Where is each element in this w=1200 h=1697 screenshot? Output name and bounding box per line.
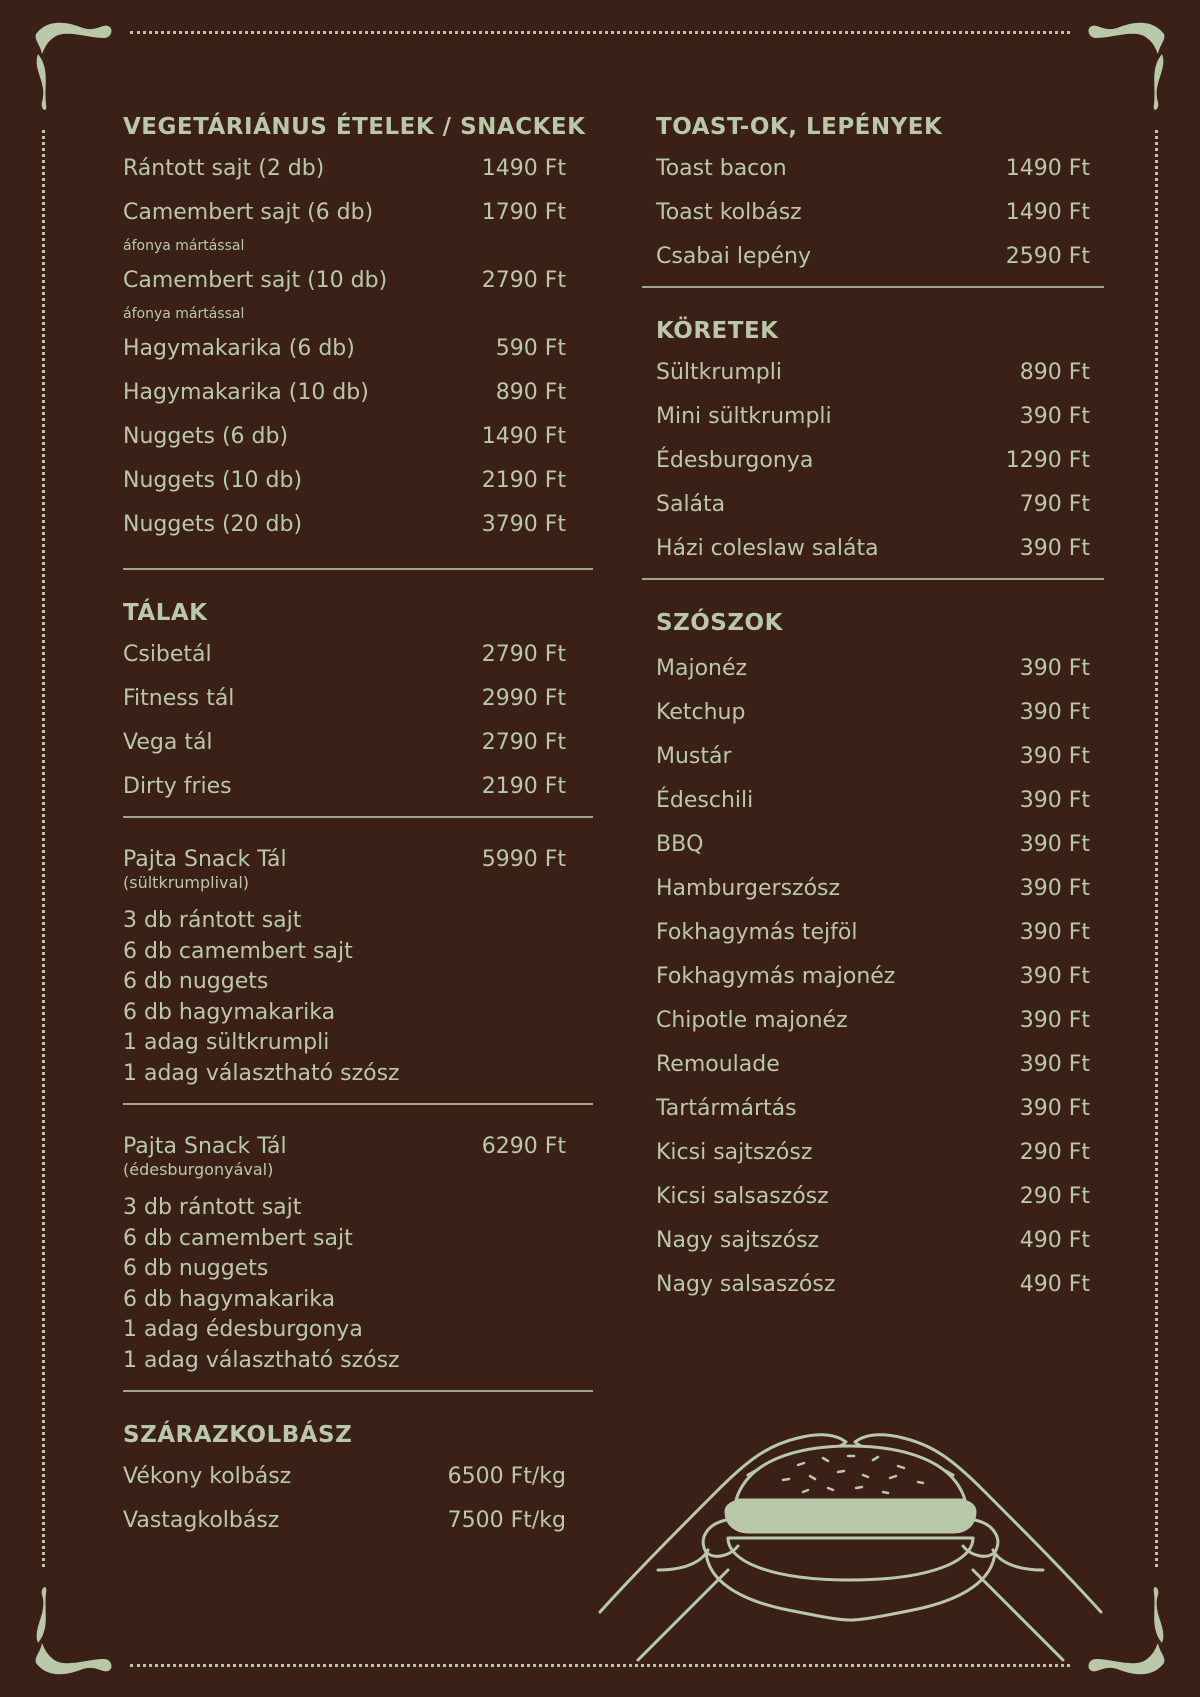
menu-item	[123, 422, 590, 466]
menu-item	[123, 378, 590, 422]
frame-dotted-left	[42, 130, 45, 1567]
menu-item	[656, 534, 1096, 564]
item-price: 390 Ft	[1019, 788, 1090, 813]
item-price: 390 Ft	[1019, 832, 1090, 857]
section-title-sides: KÖRETEK	[656, 318, 779, 344]
menu-item	[123, 728, 590, 772]
platter-content-item: 3 db rántott sajt	[123, 1195, 302, 1220]
item-price: 890 Ft	[495, 380, 566, 405]
menu-item	[123, 510, 590, 554]
item-name: Vastagkolbász	[123, 1508, 280, 1533]
item-price: 290 Ft	[1019, 1140, 1090, 1165]
platter-content-item: 6 db camembert sajt	[123, 1225, 353, 1251]
item-price: 2790 Ft	[481, 642, 566, 667]
item-price: 1490 Ft	[1005, 200, 1090, 225]
item-price: 390 Ft	[1019, 404, 1090, 429]
item-name: Sültkrumpli	[656, 360, 782, 385]
item-price: 1790 Ft	[481, 200, 566, 225]
item-price: 2990 Ft	[481, 686, 566, 711]
item-price: 390 Ft	[1019, 1008, 1090, 1033]
item-name: Fitness tál	[123, 686, 235, 711]
section-title-sauces: SZÓSZOK	[656, 610, 783, 636]
menu-item	[656, 742, 1096, 786]
item-name: BBQ	[656, 832, 704, 857]
item-price: 3790 Ft	[481, 512, 566, 537]
item-note: áfonya mártással	[123, 306, 245, 322]
item-name: Dirty fries	[123, 774, 232, 799]
menu-item	[656, 358, 1096, 402]
platter-content-item: 3 db rántott sajt	[123, 908, 302, 933]
menu-item	[123, 334, 590, 378]
menu-item	[656, 830, 1096, 874]
item-name: Nagy sajtszósz	[656, 1228, 820, 1253]
menu-item	[656, 198, 1096, 242]
menu-item	[123, 154, 590, 198]
item-price: 2190 Ft	[481, 774, 566, 799]
item-price: 390 Ft	[1019, 656, 1090, 681]
snack-platter-sultkrumpli	[123, 846, 590, 1089]
section-title-sausage: SZÁRAZKOLBÁSZ	[123, 1422, 353, 1448]
item-price: 390 Ft	[1019, 1096, 1090, 1121]
corner-flourish-icon	[28, 1563, 148, 1683]
item-name: Nuggets (20 db)	[123, 512, 303, 537]
item-price: 890 Ft	[1019, 360, 1090, 385]
snack-platter-edesburgonya	[123, 1133, 590, 1376]
item-name: Fokhagymás majonéz	[656, 964, 896, 989]
item-price: 2790 Ft	[481, 730, 566, 755]
platter-content-item: 6 db hagymakarika	[123, 1286, 336, 1312]
item-name: Rántott sajt (2 db)	[123, 156, 325, 181]
item-price: 490 Ft	[1019, 1272, 1090, 1297]
platter-content-item: 6 db nuggets	[123, 1256, 269, 1281]
item-name: Nagy salsaszósz	[656, 1272, 836, 1297]
item-price: 390 Ft	[1019, 876, 1090, 901]
item-name: Nuggets (6 db)	[123, 424, 289, 449]
menu-item	[656, 1226, 1096, 1270]
platter-content-item: 6 db hagymakarika	[123, 999, 336, 1025]
section-title-vegetarian: VEGETÁRIÁNUS ÉTELEK / SNACKEK	[123, 114, 586, 140]
platter-content-item: 1 adag sültkrumpli	[123, 1030, 330, 1055]
platter-content-item: 6 db nuggets	[123, 969, 269, 994]
item-price: 1490 Ft	[481, 424, 566, 449]
menu-item	[656, 154, 1096, 198]
menu-item	[656, 1270, 1096, 1314]
item-price: 2190 Ft	[481, 468, 566, 493]
menu-item	[123, 198, 590, 266]
item-name: Nuggets (10 db)	[123, 468, 303, 493]
item-price: 1290 Ft	[1005, 448, 1090, 473]
section-divider	[642, 578, 1104, 580]
item-name: Édesburgonya	[656, 448, 814, 473]
item-name: Csabai lepény	[656, 244, 811, 269]
section-title-platters: TÁLAK	[123, 600, 208, 626]
item-price: 2590 Ft	[1005, 244, 1090, 269]
menu-item	[123, 640, 590, 684]
item-name: Mustár	[656, 744, 732, 769]
item-name: Hagymakarika (6 db)	[123, 336, 355, 361]
section-divider	[123, 816, 593, 818]
item-name: Kicsi sajtszósz	[656, 1140, 813, 1165]
menu-item	[656, 1006, 1096, 1050]
item-name: Vékony kolbász	[123, 1464, 292, 1489]
item-name: Remoulade	[656, 1052, 780, 1077]
section-divider	[642, 286, 1104, 288]
item-price: 290 Ft	[1019, 1184, 1090, 1209]
platter-subtitle: (sültkrumplival)	[123, 873, 250, 892]
menu-item	[656, 1182, 1096, 1226]
menu-item	[656, 1094, 1096, 1138]
platter-name: Pajta Snack Tál	[123, 1134, 287, 1159]
item-price: 2790 Ft	[481, 268, 566, 293]
menu-item	[123, 1506, 590, 1550]
menu-item	[123, 1462, 590, 1506]
platter-contents	[123, 1193, 590, 1376]
item-note: áfonya mártással	[123, 238, 245, 254]
platter-price: 6290 Ft	[481, 1134, 566, 1159]
platter-content-item: 1 adag választható szósz	[123, 1347, 400, 1373]
item-price: 390 Ft	[1019, 1052, 1090, 1077]
item-name: Házi coleslaw saláta	[656, 536, 879, 561]
item-name: Ketchup	[656, 700, 746, 725]
hands-holding-burger-icon	[598, 1420, 1103, 1665]
item-price: 490 Ft	[1019, 1228, 1090, 1253]
item-name: Hagymakarika (10 db)	[123, 380, 369, 405]
item-name: Tartármártás	[656, 1096, 797, 1121]
menu-item	[123, 266, 590, 334]
item-price: 390 Ft	[1019, 964, 1090, 989]
menu-item	[656, 874, 1096, 918]
item-name: Camembert sajt (6 db)	[123, 200, 374, 225]
menu-item	[123, 772, 590, 802]
section-title-toasts: TOAST-OK, LEPÉNYEK	[656, 114, 943, 140]
item-price: 7500 Ft/kg	[447, 1508, 566, 1533]
platter-content-item: 1 adag édesburgonya	[123, 1317, 363, 1342]
menu-item	[656, 490, 1096, 534]
item-name: Csibetál	[123, 642, 212, 667]
platter-name: Pajta Snack Tál	[123, 847, 287, 872]
item-name: Camembert sajt (10 db)	[123, 268, 388, 293]
platter-content-item: 1 adag választható szósz	[123, 1060, 400, 1086]
menu-item	[656, 918, 1096, 962]
item-price: 390 Ft	[1019, 920, 1090, 945]
item-price: 390 Ft	[1019, 536, 1090, 561]
item-name: Édeschili	[656, 788, 754, 813]
item-price: 6500 Ft/kg	[447, 1464, 566, 1489]
section-divider	[123, 1103, 593, 1105]
item-name: Toast kolbász	[656, 200, 802, 225]
menu-item	[123, 466, 590, 510]
item-price: 1490 Ft	[1005, 156, 1090, 181]
item-price: 390 Ft	[1019, 700, 1090, 725]
menu-item	[656, 446, 1096, 490]
menu-item	[656, 962, 1096, 1006]
menu-item	[656, 242, 1096, 272]
platter-subtitle: (édesburgonyával)	[123, 1160, 274, 1179]
item-name: Chipotle majonéz	[656, 1008, 848, 1033]
menu-item	[123, 684, 590, 728]
platter-price: 5990 Ft	[481, 847, 566, 872]
menu-item	[656, 786, 1096, 830]
section-divider	[123, 568, 593, 570]
platter-contents	[123, 906, 590, 1089]
item-price: 790 Ft	[1019, 492, 1090, 517]
frame-dotted-top	[130, 31, 1070, 34]
item-name: Hamburgerszósz	[656, 876, 841, 901]
item-name: Saláta	[656, 492, 726, 517]
menu-column-left	[123, 112, 590, 1550]
menu-item	[656, 1050, 1096, 1094]
menu-item	[656, 698, 1096, 742]
section-divider	[123, 1390, 593, 1392]
menu-item	[656, 1138, 1096, 1182]
menu-item	[656, 402, 1096, 446]
item-name: Fokhagymás tejföl	[656, 920, 858, 945]
platter-content-item: 6 db camembert sajt	[123, 938, 353, 964]
item-price: 590 Ft	[495, 336, 566, 361]
menu-column-right	[656, 112, 1096, 1314]
item-name: Mini sültkrumpli	[656, 404, 832, 429]
item-price: 1490 Ft	[481, 156, 566, 181]
menu-item	[656, 654, 1096, 698]
frame-dotted-right	[1155, 130, 1158, 1567]
item-name: Majonéz	[656, 656, 748, 681]
item-name: Toast bacon	[656, 156, 787, 181]
item-name: Vega tál	[123, 730, 213, 755]
item-name: Kicsi salsaszósz	[656, 1184, 829, 1209]
item-price: 390 Ft	[1019, 744, 1090, 769]
